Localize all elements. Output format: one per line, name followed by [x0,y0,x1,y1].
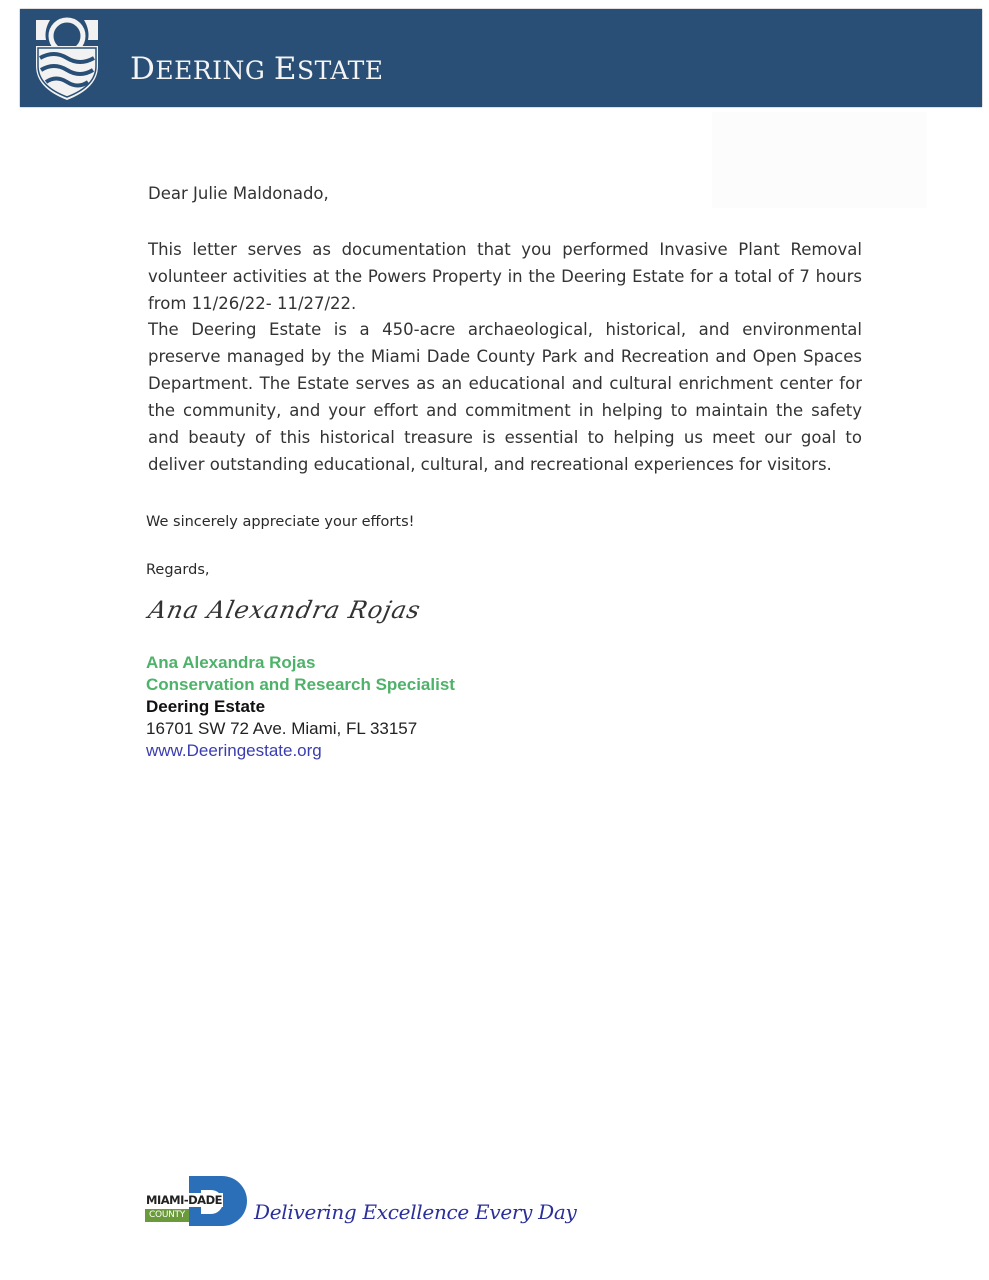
closing: Regards, [146,562,210,578]
logo-line-2: COUNTY [145,1209,189,1222]
org-name-initial: D [130,51,156,87]
org-name-initial: E [273,51,297,87]
signer-address: 16701 SW 72 Ave. Miami, FL 33157 [146,719,418,738]
shield-crest-icon [32,16,102,101]
body-paragraph-1: This letter serves as documentation that you performed Invasive Plant Removal volunteer activities at the Powers Property in the Deering Estate for a total of 7 hours from 11/26/22- 11/27/22. [148,240,862,313]
body-paragraph-2: The Deering Estate is a 450-acre archaeological, historical, and environmental preserve managed by the Miami Dade County Park and Recreation and Open Spaces Department. The Estate serves as an educational and cultural enrichment center for the community, and your effort and commitment in helping to maintain the safety and beauty of this historical treasure is essential to helping us meet our goal to deliver outstanding educational, cultural, and recreational experiences for visitors. [148,320,862,474]
org-name-part: EERING [155,56,266,85]
signer-organization: Deering Estate [146,697,266,716]
logo-line-1: MIAMI-DADE [146,1193,222,1207]
miami-dade-logo [145,1176,250,1228]
footer-tagline: Delivering Excellence Every Day [254,1200,577,1224]
signer-name: Ana Alexandra Rojas [146,653,316,672]
org-name-part: STATE [297,56,384,85]
signature-block [146,652,455,762]
header-banner [20,9,982,107]
appreciation-line: We sincerely appreciate your efforts! [146,514,415,530]
handwritten-signature: Ana Alexandra Rojas [146,596,424,624]
org-name [130,51,384,87]
website-link[interactable]: www.Deeringestate.org [146,741,322,760]
signer-title: Conservation and Research Specialist [146,675,455,694]
salutation: Dear Julie Maldonado, [148,184,329,203]
